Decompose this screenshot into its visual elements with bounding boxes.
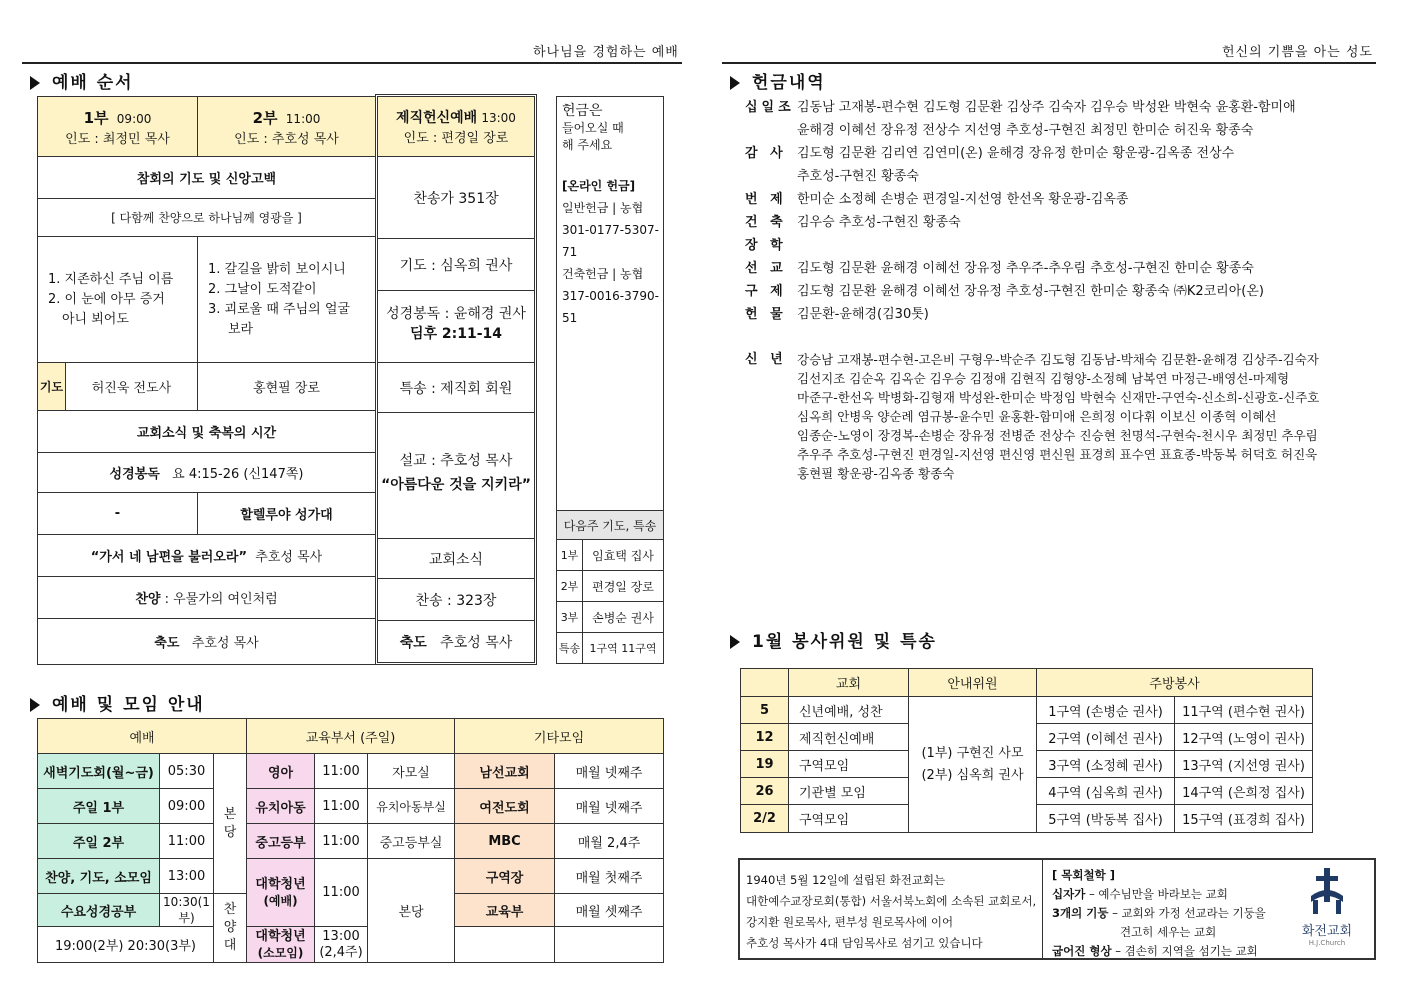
news-blessing: 교회소식 및 축복의 시간 bbox=[38, 411, 376, 453]
next-week-item: 3부 손병순 권사 bbox=[557, 602, 663, 633]
edu-time: 11:00 bbox=[315, 789, 368, 824]
worship-name: 찬양, 기도, 소모임 bbox=[38, 859, 160, 894]
other-name: MBC bbox=[455, 824, 555, 859]
offering-row: 선 교 김도형 김문환 윤해경 이혜선 장유정 추우주-추우림 추호성-구현진 한미순 황종숙 bbox=[745, 261, 1254, 276]
other-name: 구역장 bbox=[455, 859, 555, 894]
other-name: 교육부 bbox=[455, 894, 555, 927]
gathering-header-worship: 예배 bbox=[38, 719, 247, 754]
other-time: 매월 넷째주 bbox=[555, 789, 664, 824]
worship-name: 수요성경공부 bbox=[38, 894, 160, 927]
next-week-list bbox=[557, 540, 663, 663]
edu-name: 영아 bbox=[247, 754, 315, 789]
youth-place: 본당 bbox=[368, 859, 455, 963]
youth-worship-time: 11:00 bbox=[315, 859, 368, 927]
next-week-item: 2부 편경일 장로 bbox=[557, 571, 663, 602]
sermon-row: “가서 네 남편을 불러오라” 추호성 목사 bbox=[38, 535, 376, 577]
service-3-column bbox=[375, 94, 537, 665]
edu-time: 11:00 bbox=[315, 824, 368, 859]
edu-name: 중고등부 bbox=[247, 824, 315, 859]
online-offering: [온라인 헌금] 일반헌금 | 농협 301-0177-5307-71 건축헌금 | 농협 317-0016-3790-51 bbox=[562, 179, 659, 325]
prayer-label: 기도 bbox=[38, 363, 66, 411]
church-cross-icon bbox=[1307, 866, 1347, 916]
place-main-hall: 본당 bbox=[214, 754, 247, 894]
vol-header-church: 교회 bbox=[789, 669, 909, 697]
church-history: 1940년 5월 12일에 설립된 화전교회는 대한예수교장로회(통합) 서울서북노회에 소속된 교회로서, 강지환 원로목사, 편부성 원로목사에 이어 추호성 목사가 4대 담임목사로 섬기고 있습니다 bbox=[746, 873, 1037, 950]
vol-kitchen-1: 4구역 (심옥희 권사) bbox=[1037, 778, 1175, 805]
vol-church: 구역모임 bbox=[789, 805, 909, 833]
service-3-prayer: 기도 : 심옥희 권사 bbox=[378, 239, 534, 291]
triangle-icon bbox=[730, 76, 740, 90]
header-rule-right bbox=[722, 62, 1376, 64]
vol-header-guide: 안내위원 bbox=[909, 669, 1037, 697]
vol-header-kitchen: 주방봉사 bbox=[1037, 669, 1313, 697]
vol-kitchen-2: 12구역 (노영이 권사) bbox=[1175, 724, 1313, 751]
edu-place: 중고등부실 bbox=[368, 824, 455, 859]
place-choir: 찬양대 bbox=[214, 894, 247, 963]
ministry-philosophy: [ 목회철학 ] 십자가 – 예수님만을 바라보는 교회 3개의 기둥 – 교회와 가정 선교라는 기둥을 견고히 세우는 교회 굽어진 형상 – 겸손히 지역을 섬기는 교회 bbox=[1052, 868, 1266, 958]
next-week-item: 1부 임효택 집사 bbox=[557, 540, 663, 571]
gathering-header-other: 기타모임 bbox=[455, 719, 664, 754]
songs-service-2: 1. 갈길을 밝히 보이시니 2. 그날이 도적같이 3. 괴로울 때 주님의 얼굴 보라 bbox=[198, 237, 376, 363]
songs-service-1: 1. 지존하신 주님 이름 2. 이 눈에 아무 증거 아니 뵈어도 bbox=[38, 237, 198, 363]
other-name: 남선교회 bbox=[455, 754, 555, 789]
offering-row: 번 제 한미순 소정혜 손병순 편경일-지선영 한선옥 황운광-김옥종 bbox=[745, 192, 1129, 207]
gathering-header-edu: 교육부서 (주일) bbox=[247, 719, 455, 754]
service-3-benediction: 축도 추호성 목사 bbox=[399, 634, 513, 651]
praise-banner: [ 다함께 찬양으로 하나님께 영광을 ] bbox=[38, 199, 376, 237]
other-name: 여전도회 bbox=[455, 789, 555, 824]
other-time: 매월 첫째주 bbox=[555, 859, 664, 894]
other-empty bbox=[455, 927, 555, 963]
offering-row: 장 학 bbox=[745, 238, 787, 253]
section-gathering: 예배 및 모임 안내 bbox=[30, 690, 205, 715]
offering-row: 구 제 김도형 김문환 윤해경 이혜선 장유정 추호성-구현진 한미순 황종숙 ㈜K2코리아(온) bbox=[745, 284, 1264, 299]
offering-row: 감 사 김도형 김문환 김리연 김연미(온) 윤해경 장유정 한미순 황운광-김옥종 전상수 bbox=[745, 146, 1235, 161]
other-time: 매월 셋째주 bbox=[555, 894, 664, 927]
service-1-header: 1부 09:00 인도 : 최정민 목사 bbox=[38, 97, 198, 157]
worship-time: 09:00 bbox=[160, 789, 214, 824]
volunteer-table bbox=[740, 668, 1313, 833]
hymn-row: 찬양 : 우물가의 여인처럼 bbox=[38, 577, 376, 619]
service-3-news: 교회소식 bbox=[378, 539, 534, 579]
other-empty bbox=[555, 927, 664, 963]
service-3-closing-hymn: 찬송 : 323장 bbox=[378, 579, 534, 621]
church-about-box bbox=[738, 858, 1376, 960]
edu-name: 유치아동 bbox=[247, 789, 315, 824]
section-offering: 헌금내역 bbox=[730, 68, 826, 93]
service-2-header: 2부 11:00 인도 : 추호성 목사 bbox=[198, 97, 376, 157]
church-logo: 화전교회 H.J.Church bbox=[1288, 866, 1366, 947]
offering-row: 헌 물 김문환-윤해경(김30톳) bbox=[745, 307, 929, 322]
vol-date: 26 bbox=[741, 778, 789, 805]
service-3-special: 특송 : 제직회 회원 bbox=[378, 363, 534, 413]
offering-notice: 헌금은 들어오실 때 해 주세요 bbox=[562, 103, 624, 152]
vol-date: 5 bbox=[741, 697, 789, 724]
vol-kitchen-1: 2구역 (이혜선 권사) bbox=[1037, 724, 1175, 751]
service-3-hymn: 찬송가 351장 bbox=[378, 157, 534, 239]
choir-service-1: - bbox=[38, 493, 198, 535]
confession: 참회의 기도 및 신앙고백 bbox=[38, 157, 376, 199]
wednesday-extra-times: 19:00(2부) 20:30(3부) bbox=[38, 927, 214, 963]
vol-church: 구역모임 bbox=[789, 751, 909, 778]
worship-time: 11:00 bbox=[160, 824, 214, 859]
prayer-service-1: 허진욱 전도사 bbox=[66, 363, 198, 411]
triangle-icon bbox=[30, 76, 40, 90]
other-time: 매월 2,4주 bbox=[555, 824, 664, 859]
service-3-sermon: 설교 : 추호성 목사 “아름다운 것을 지키라” bbox=[378, 413, 534, 539]
section-volunteers: 1월 봉사위원 및 특송 bbox=[730, 627, 937, 652]
worship-name: 주일 1부 bbox=[38, 789, 160, 824]
vol-date: 2/2 bbox=[741, 805, 789, 833]
offering-row: 십일조 김동남 고재봉-편수현 김도형 김문환 김상주 김숙자 김우승 박성완 박현숙 윤홍환-함미애 bbox=[745, 100, 1296, 115]
vol-kitchen-1: 3구역 (소정혜 권사) bbox=[1037, 751, 1175, 778]
vol-kitchen-2: 11구역 (편수현 권사) bbox=[1175, 697, 1313, 724]
benediction-row: 축도 추호성 목사 bbox=[38, 619, 376, 665]
scripture-row: 성경봉독 요 4:15-26 (신147쪽) bbox=[38, 453, 376, 493]
other-time: 매월 넷째주 bbox=[555, 754, 664, 789]
service-3-scripture: 성경봉독 : 윤해경 권사 딤후 2:11-14 bbox=[378, 291, 534, 363]
page-header-left: 하나님을 경험하는 예배 bbox=[533, 45, 679, 60]
worship-time: 10:30(1부) bbox=[160, 894, 214, 927]
offering-info-box bbox=[556, 96, 664, 664]
gathering-table bbox=[37, 718, 664, 963]
vol-kitchen-1: 5구역 (박동복 집사) bbox=[1037, 805, 1175, 833]
choir-service-2: 할렐루야 성가대 bbox=[198, 493, 376, 535]
next-week-title: 다음주 기도, 특송 bbox=[557, 510, 663, 540]
worship-time: 13:00 bbox=[160, 859, 214, 894]
vol-church: 제직헌신예배 bbox=[789, 724, 909, 751]
vol-kitchen-2: 13구역 (지선영 권사) bbox=[1175, 751, 1313, 778]
youth-small-group: 대학청년 (소모임) bbox=[247, 927, 315, 963]
youth-small-group-time: 13:00 (2,4주) bbox=[315, 927, 368, 963]
vol-kitchen-2: 14구역 (은희정 집사) bbox=[1175, 778, 1313, 805]
header-rule-left bbox=[22, 62, 682, 64]
prayer-service-2: 홍현필 장로 bbox=[198, 363, 376, 411]
vol-kitchen-1: 1구역 (손병순 권사) bbox=[1037, 697, 1175, 724]
page-header-right: 헌신의 기쁨을 아는 성도 bbox=[1222, 45, 1373, 60]
next-week-item: 특송 1구역 11구역 bbox=[557, 633, 663, 663]
vol-kitchen-2: 15구역 (표경희 집사) bbox=[1175, 805, 1313, 833]
edu-time: 11:00 bbox=[315, 754, 368, 789]
triangle-icon bbox=[730, 635, 740, 649]
vol-date: 12 bbox=[741, 724, 789, 751]
triangle-icon bbox=[30, 698, 40, 712]
vol-church: 기관별 모임 bbox=[789, 778, 909, 805]
worship-name: 새벽기도회(월~금) bbox=[38, 754, 160, 789]
vol-date: 19 bbox=[741, 751, 789, 778]
youth-worship: 대학청년 (예배) bbox=[247, 859, 315, 927]
service-3-header: 제직헌신예배 13:00 인도 : 편경일 장로 bbox=[378, 97, 534, 157]
worship-name: 주일 2부 bbox=[38, 824, 160, 859]
vol-guide: (1부) 구현진 사모 (2부) 심옥희 권사 bbox=[909, 697, 1037, 833]
edu-place: 자모실 bbox=[368, 754, 455, 789]
vol-church: 신년예배, 성찬 bbox=[789, 697, 909, 724]
vol-header-date bbox=[741, 669, 789, 697]
offering-row: 건 축 김우승 추호성-구현진 황종숙 bbox=[745, 215, 961, 230]
edu-place: 유치아동부실 bbox=[368, 789, 455, 824]
worship-time: 05:30 bbox=[160, 754, 214, 789]
worship-order-table bbox=[37, 96, 376, 665]
about-divider bbox=[1042, 860, 1043, 958]
section-worship-order: 예배 순서 bbox=[30, 68, 134, 93]
